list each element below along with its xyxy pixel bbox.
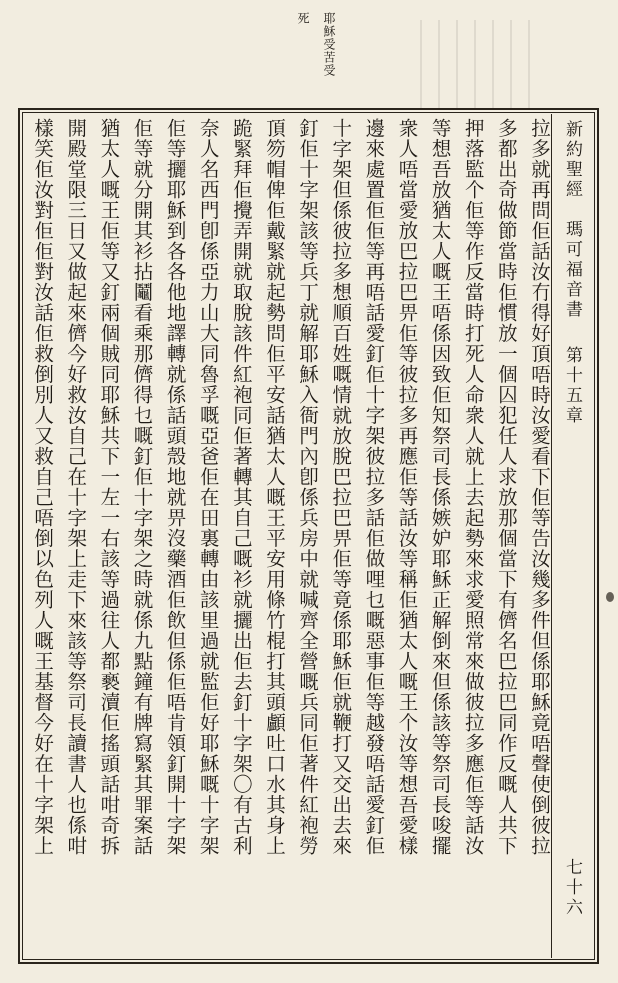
ink-spot [606, 592, 614, 602]
text-column: 衆人唔當愛放巴拉巴畀佢等彼拉多再應佢等話汝等稱佢猶太人嘅王个汝等想吾愛樣 [395, 118, 419, 856]
text-column: 佢等攦耶穌到各各他地譯轉就係話頭殼地就畀沒藥酒佢飲但係佢唔肯領釘開十字架 [163, 118, 187, 856]
text-column: 佢等就分開其衫拈鬮看乘那儕得乜嘅釘佢十字架之時就係九點鐘有牌寫緊其罪案話 [130, 118, 154, 856]
margin-heading-note [296, 12, 336, 104]
book-title: 新約聖經 瑪可福音書 [562, 120, 582, 320]
margin-note-line-2: 死 [296, 12, 310, 25]
text-column: 多都出奇做節當時佢慣放一個囚犯任人求放那個當下有儕名巴拉巴同作反嘅人共下 [494, 118, 518, 856]
text-column: 押落監个佢等作反當時打死人命衆人就上去起勢來求愛照常來做彼拉多應佢等話汝 [461, 118, 485, 856]
margin-note-line-1: 耶穌受苦受 [322, 12, 336, 77]
chapter-label: 第十五章 [562, 346, 582, 426]
text-column: 拉多就再問佢話汝冇得好頂唔時汝愛看下佢等告汝幾多件但係耶穌竟唔聲使倒彼拉 [528, 118, 551, 856]
text-column: 頂笏帽俾佢戴緊就起勢問佢平安話猶太人嘅王平安用條竹棍打其頭顱吐口水其身上 [263, 118, 286, 856]
text-column: 跪緊拜佢攪弄開就取脫該件紅袍同佢著轉其自己嘅衫就攦出佢去釘十字架〇有古利 [229, 118, 253, 856]
text-column: 邊來處置佢佢等再唔話愛釘佢十字架彼拉多話佢做哩乜嘅惡事佢等越發唔話愛釘佢 [362, 118, 386, 856]
text-column: 釘佢十字架該等兵丁就解耶穌入衙門內卽係兵房中就喊齊全營嘅兵同佢著件紅袍勞 [296, 118, 320, 856]
text-column: 猶太人嘅王佢等又釘兩個賊同耶穌共下一左一右該等過往人都褻瀆佢搖頭話咁奇拆 [97, 118, 121, 856]
text-column: 等想吾放猶太人嘅王唔係因致佢知祭司長係嫉妒耶穌正解倒來但係該等祭司長唆擺 [428, 118, 452, 856]
text-column: 奈人名西門卽係亞力山大同魯孚嘅亞爸佢在田裏轉由該里過就監佢好耶穌嘅十字架 [196, 118, 220, 856]
text-body [28, 118, 558, 954]
bleed-through-shadow [420, 20, 530, 110]
text-column: 樣笑佢汝對佢佢對汝話佢救倒別人又救自己唔倒以色列人嘅王基督今好在十字架上 [31, 118, 55, 856]
text-column: 十字架但係彼拉多想順百姓嘅情就放脫巴拉巴畀佢等竟係耶穌佢就鞭打又交出去來 [329, 118, 353, 856]
text-column: 開殿堂限三日又做起來儕今好救汝自己在十字架上走下來該等祭司長讀書人也係咁 [64, 118, 88, 856]
page-number: 七十六 [562, 858, 582, 918]
